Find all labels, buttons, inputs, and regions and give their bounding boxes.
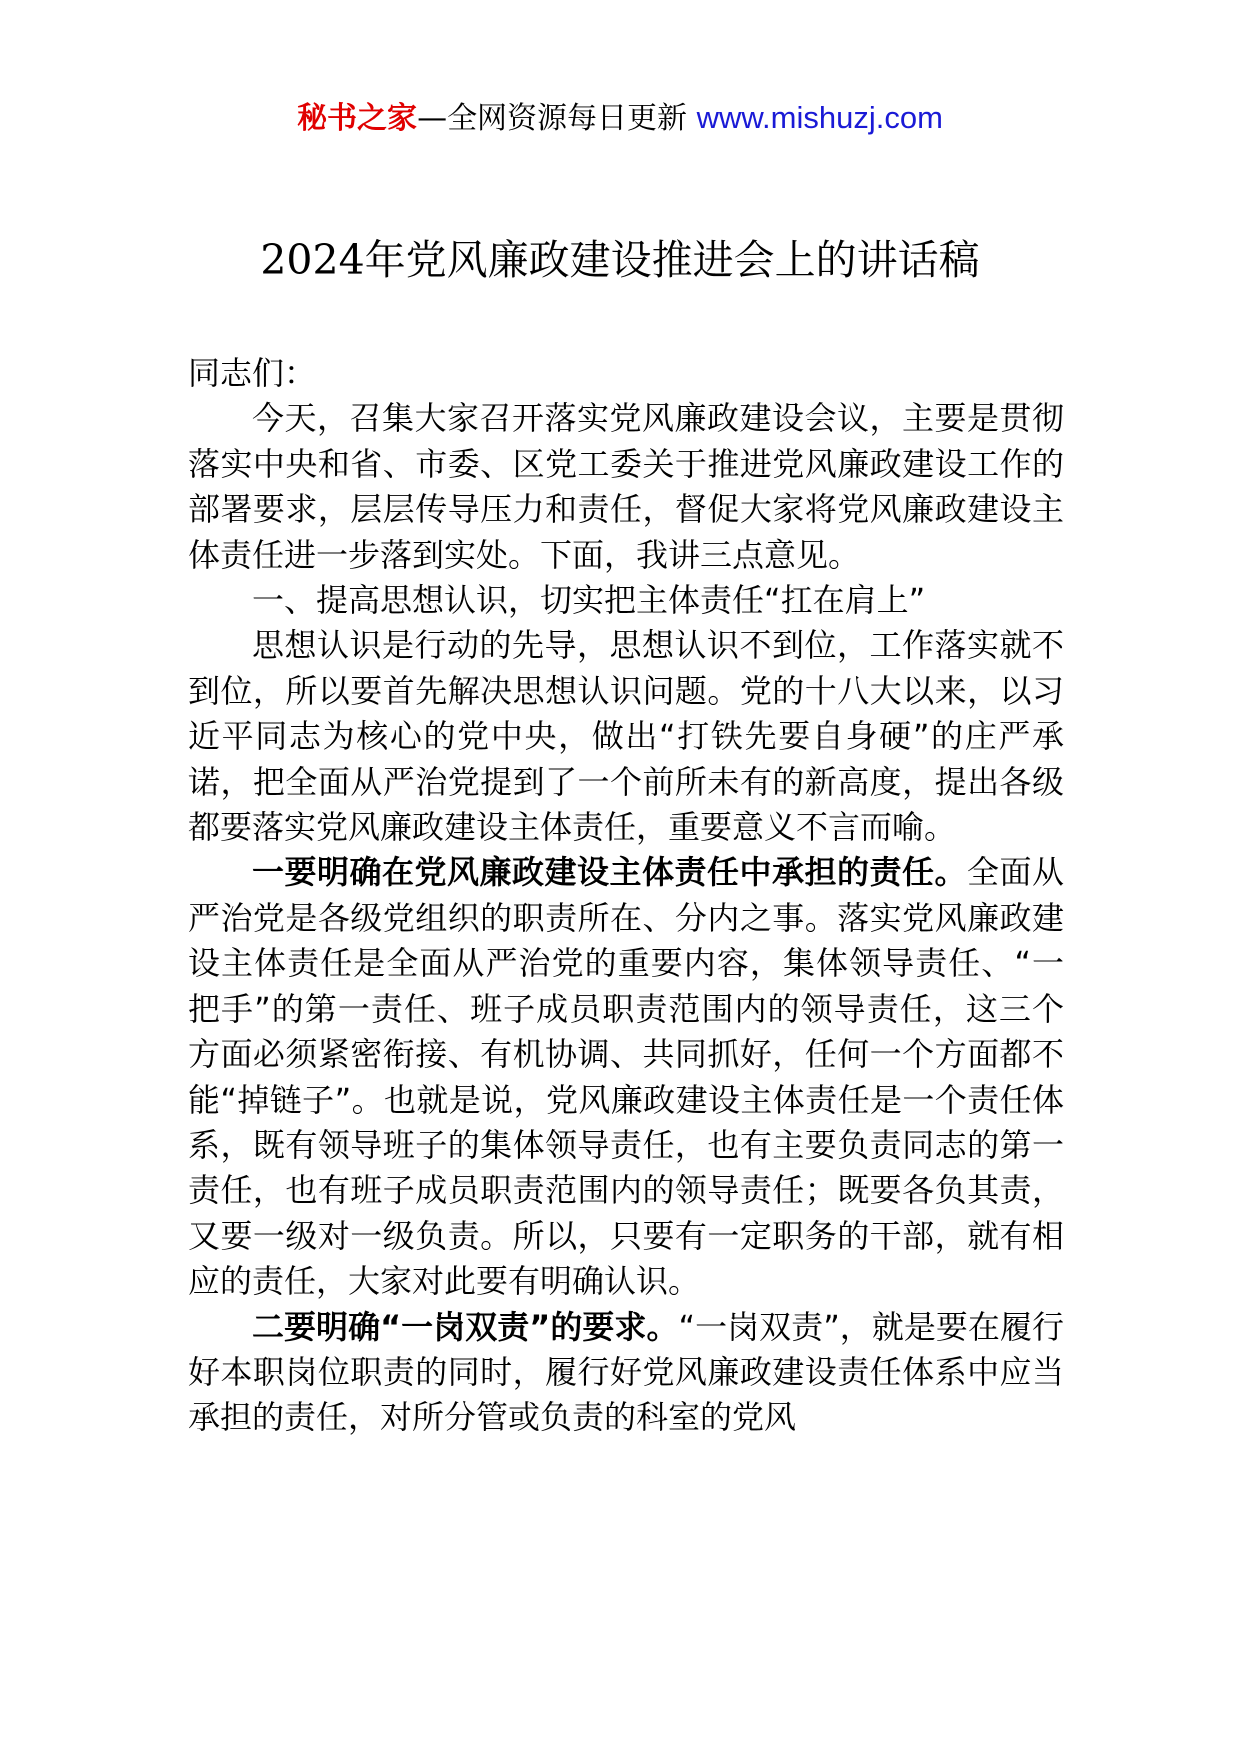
paragraph-point-2 <box>188 1305 1064 1441</box>
point-1-text: 全面从严治党是各级党组织的职责所在、分内之事。落实党风廉政建设主体责任是全面从严治党的重要内容，集体领导责任、“一把手”的第一责任、班子成员职责范围内的领导责任，这三个方面必须紧密衔接、有机协调、共同抓好，任何一个方面都不能“掉链子”。也就是说，党风廉政建设主体责任是一个责任体系，既有领导班子的集体领导责任，也有主要负责同志的第一责任，也有班子成员职责范围内的领导责任；既要各负其责，又要一级对一级负责。所以，只要有一定职务的干部，就有相应的责任，大家对此要有明确认识。 <box>188 853 1064 1301</box>
site-url-link[interactable]: www.mishuzj.com <box>696 100 943 135</box>
point-2-text: “一岗双责”，就是要在履行好本职岗位职责的同时，履行好党风廉政建设责任体系中应当承担的责任，对所分管或负责的科室的党风 <box>188 1307 1064 1437</box>
site-header <box>0 98 1240 139</box>
site-tagline: —全网资源每日更新 <box>417 101 697 136</box>
paragraph-intro: 今天，召集大家召开落实党风廉政建设会议，主要是贯彻落实中央和省、市委、区党工委关于推进党风廉政建设工作的部署要求，层层传导压力和责任，督促大家将党风廉政建设主体责任进一步落到实处。下面，我讲三点意见。 <box>188 399 1064 574</box>
point-1-lead: 一要明确在党风廉政建设主体责任中承担的责任。 <box>252 853 967 892</box>
paragraph-point-1 <box>188 850 1064 1304</box>
section-heading-1: 一、提高思想认识，切实把主体责任“扛在肩上” <box>252 581 926 620</box>
document-body <box>188 351 1064 1441</box>
salutation: 同志们： <box>188 354 317 392</box>
site-brand: 秘书之家 <box>297 101 418 136</box>
document-title: 2024年党风廉政建设推进会上的讲话稿 <box>260 236 980 284</box>
paragraph-thinking: 思想认识是行动的先导，思想认识不到位，工作落实就不到位，所以要首先解决思想认识问题。党的十八大以来，以习近平同志为核心的党中央，做出“打铁先要自身硬”的庄严承诺，把全面从严治党提到了一个前所未有的新高度，提出各级都要落实党风廉政建设主体责任，重要意义不言而喻。 <box>188 626 1064 847</box>
point-2-lead: 二要明确“一岗双责”的要求。 <box>252 1307 679 1346</box>
